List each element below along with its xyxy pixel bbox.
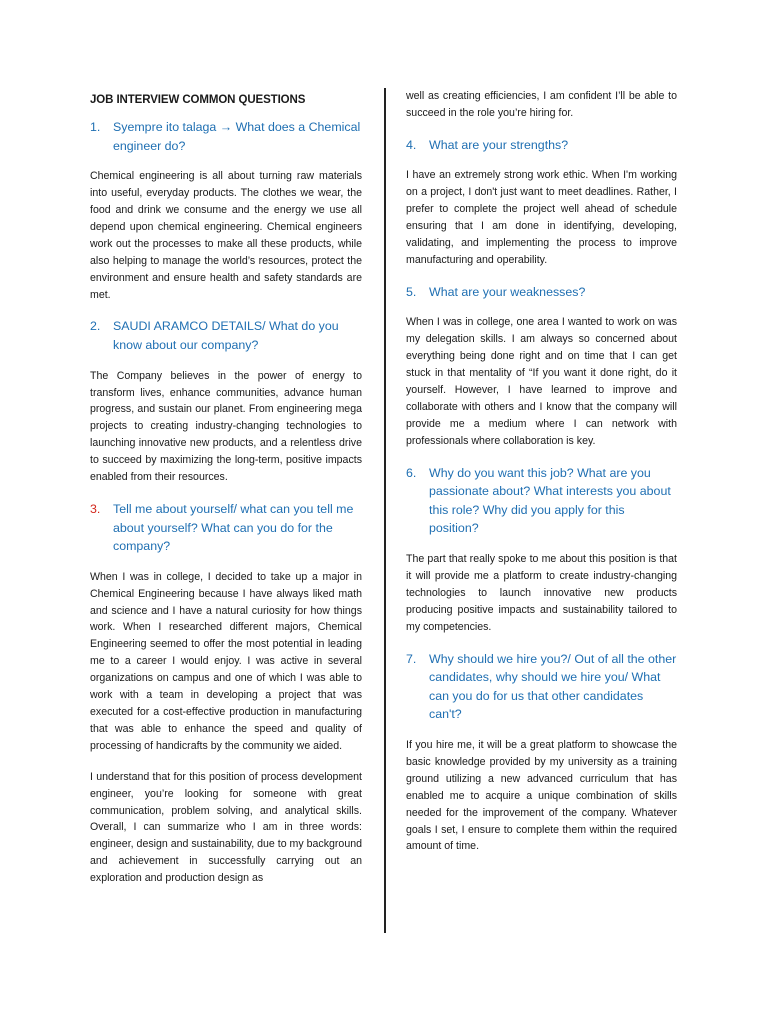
column-divider xyxy=(384,88,386,933)
question-text: Why do you want this job? What are you passionate about? What interests you about this role? Why did you apply for this position? xyxy=(429,465,671,536)
question-3-heading xyxy=(90,500,362,556)
question-number: 5. xyxy=(406,284,417,299)
question-2-heading xyxy=(90,317,362,354)
answer-1-paragraph: Chemical engineering is all about turning raw materials into useful, everyday products. The clothes we wear, the food and drink we consume and the energy we use all depend upon chemical engineering. Chemical engineers work out the processes to make all these products, while also helping to manage the world’s resources, protect the environment and ensure health and safety standards are met. xyxy=(90,170,362,301)
question-number: 7. xyxy=(406,651,417,666)
question-4-heading xyxy=(406,136,677,155)
question-number: 1. xyxy=(90,120,101,134)
answer-2-paragraph: The Company believes in the power of energy to transform lives, enhance communities, advance human progress, and sustain our planet. From engineering mega projects to creating industry-changing technologies to launching innovative new products, and a relentless drive to succeed by maximizing the long-term, positive impacts enabled from their resources. xyxy=(90,369,362,484)
question-1-heading xyxy=(90,118,362,155)
question-7-heading xyxy=(406,650,677,724)
left-column xyxy=(90,88,362,901)
answer-5-paragraph: When I was in college, one area I wanted to work on was my delegation skills. I am always so concerned about everything being done right and on time that I can get stuck in that mentality of “If you want it done right, do it yourself. However, I have learned to improve and collaborate with others and I know that the company will provide me a medium where I can network with professionals where collaboration is key. xyxy=(406,316,677,447)
question-text: Why should we hire you?/ Out of all the other candidates, why should we hire you/ What can you do for us that other candidates can't? xyxy=(429,651,677,722)
answer-4-paragraph: I have an extremely strong work ethic. When I'm working on a project, I don't just want to meet deadlines. Rather, I prefer to complete the project well ahead of schedule ensuring that I am done in identifying, developing, validating, and implementing the process to improve manufacturing and operability. xyxy=(406,169,677,266)
question-text: What are your weaknesses? xyxy=(429,284,586,299)
answer-6-paragraph: The part that really spoke to me about this position is that it will provide me a platform to create industry-changing technologies to launch innovative new products producing positive impacts and sustainability tailored to my competencies. xyxy=(406,553,677,633)
question-6-heading xyxy=(406,464,677,538)
question-number: 6. xyxy=(406,465,417,480)
question-number: 2. xyxy=(90,319,101,334)
answer-3-continuation: well as creating efficiencies, I am confident I’ll be able to succeed in the role you’re hiring for. xyxy=(406,90,677,119)
document-title: JOB INTERVIEW COMMON QUESTIONS xyxy=(90,94,306,106)
question-text: Syempre ito talaga → What does a Chemical engineer do? xyxy=(113,120,361,153)
question-number: 4. xyxy=(406,137,417,152)
question-text: SAUDI ARAMCO DETAILS/ What do you know about our company? xyxy=(113,319,339,353)
answer-3-paragraph-2: I understand that for this position of process development engineer, you’re looking for someone with great communication, problem solving, and analytical skills. Overall, I can summarize who I am in three words: engineer, design and sustainability, due to my background and achievement in successfully carrying out an exploration and production design as xyxy=(90,770,362,885)
question-text: What are your strengths? xyxy=(429,137,569,152)
question-5-heading xyxy=(406,283,677,302)
answer-7-paragraph: If you hire me, it will be a great platform to showcase the basic knowledge provided by my university as a training ground utilizing a new advanced curriculum that has enabled me to acquire a unique combination of skills needed for the improvement of the company. Whatever goals I set, I ensure to complete them within the required amount of time. xyxy=(406,738,677,853)
answer-3-paragraph-1: When I was in college, I decided to take up a major in Chemical Engineering because I have always liked math and science and I have a natural curiosity for how things work. When I researched different majors, Chemical Engineering seemed to offer the most potential in leading me to a career I would enjoy. I was active in several organizations on campus and one of which I was able to work with a team in developing a project that was executed for a cost-effective production in manufacturing that was able to enhance the speed and quality of processing of handicrafts by the community we aided. xyxy=(90,570,362,752)
question-number: 3. xyxy=(90,501,101,516)
right-column xyxy=(406,88,677,869)
question-text: Tell me about yourself/ what can you tell me about yourself? What can you do for the company? xyxy=(113,501,354,554)
